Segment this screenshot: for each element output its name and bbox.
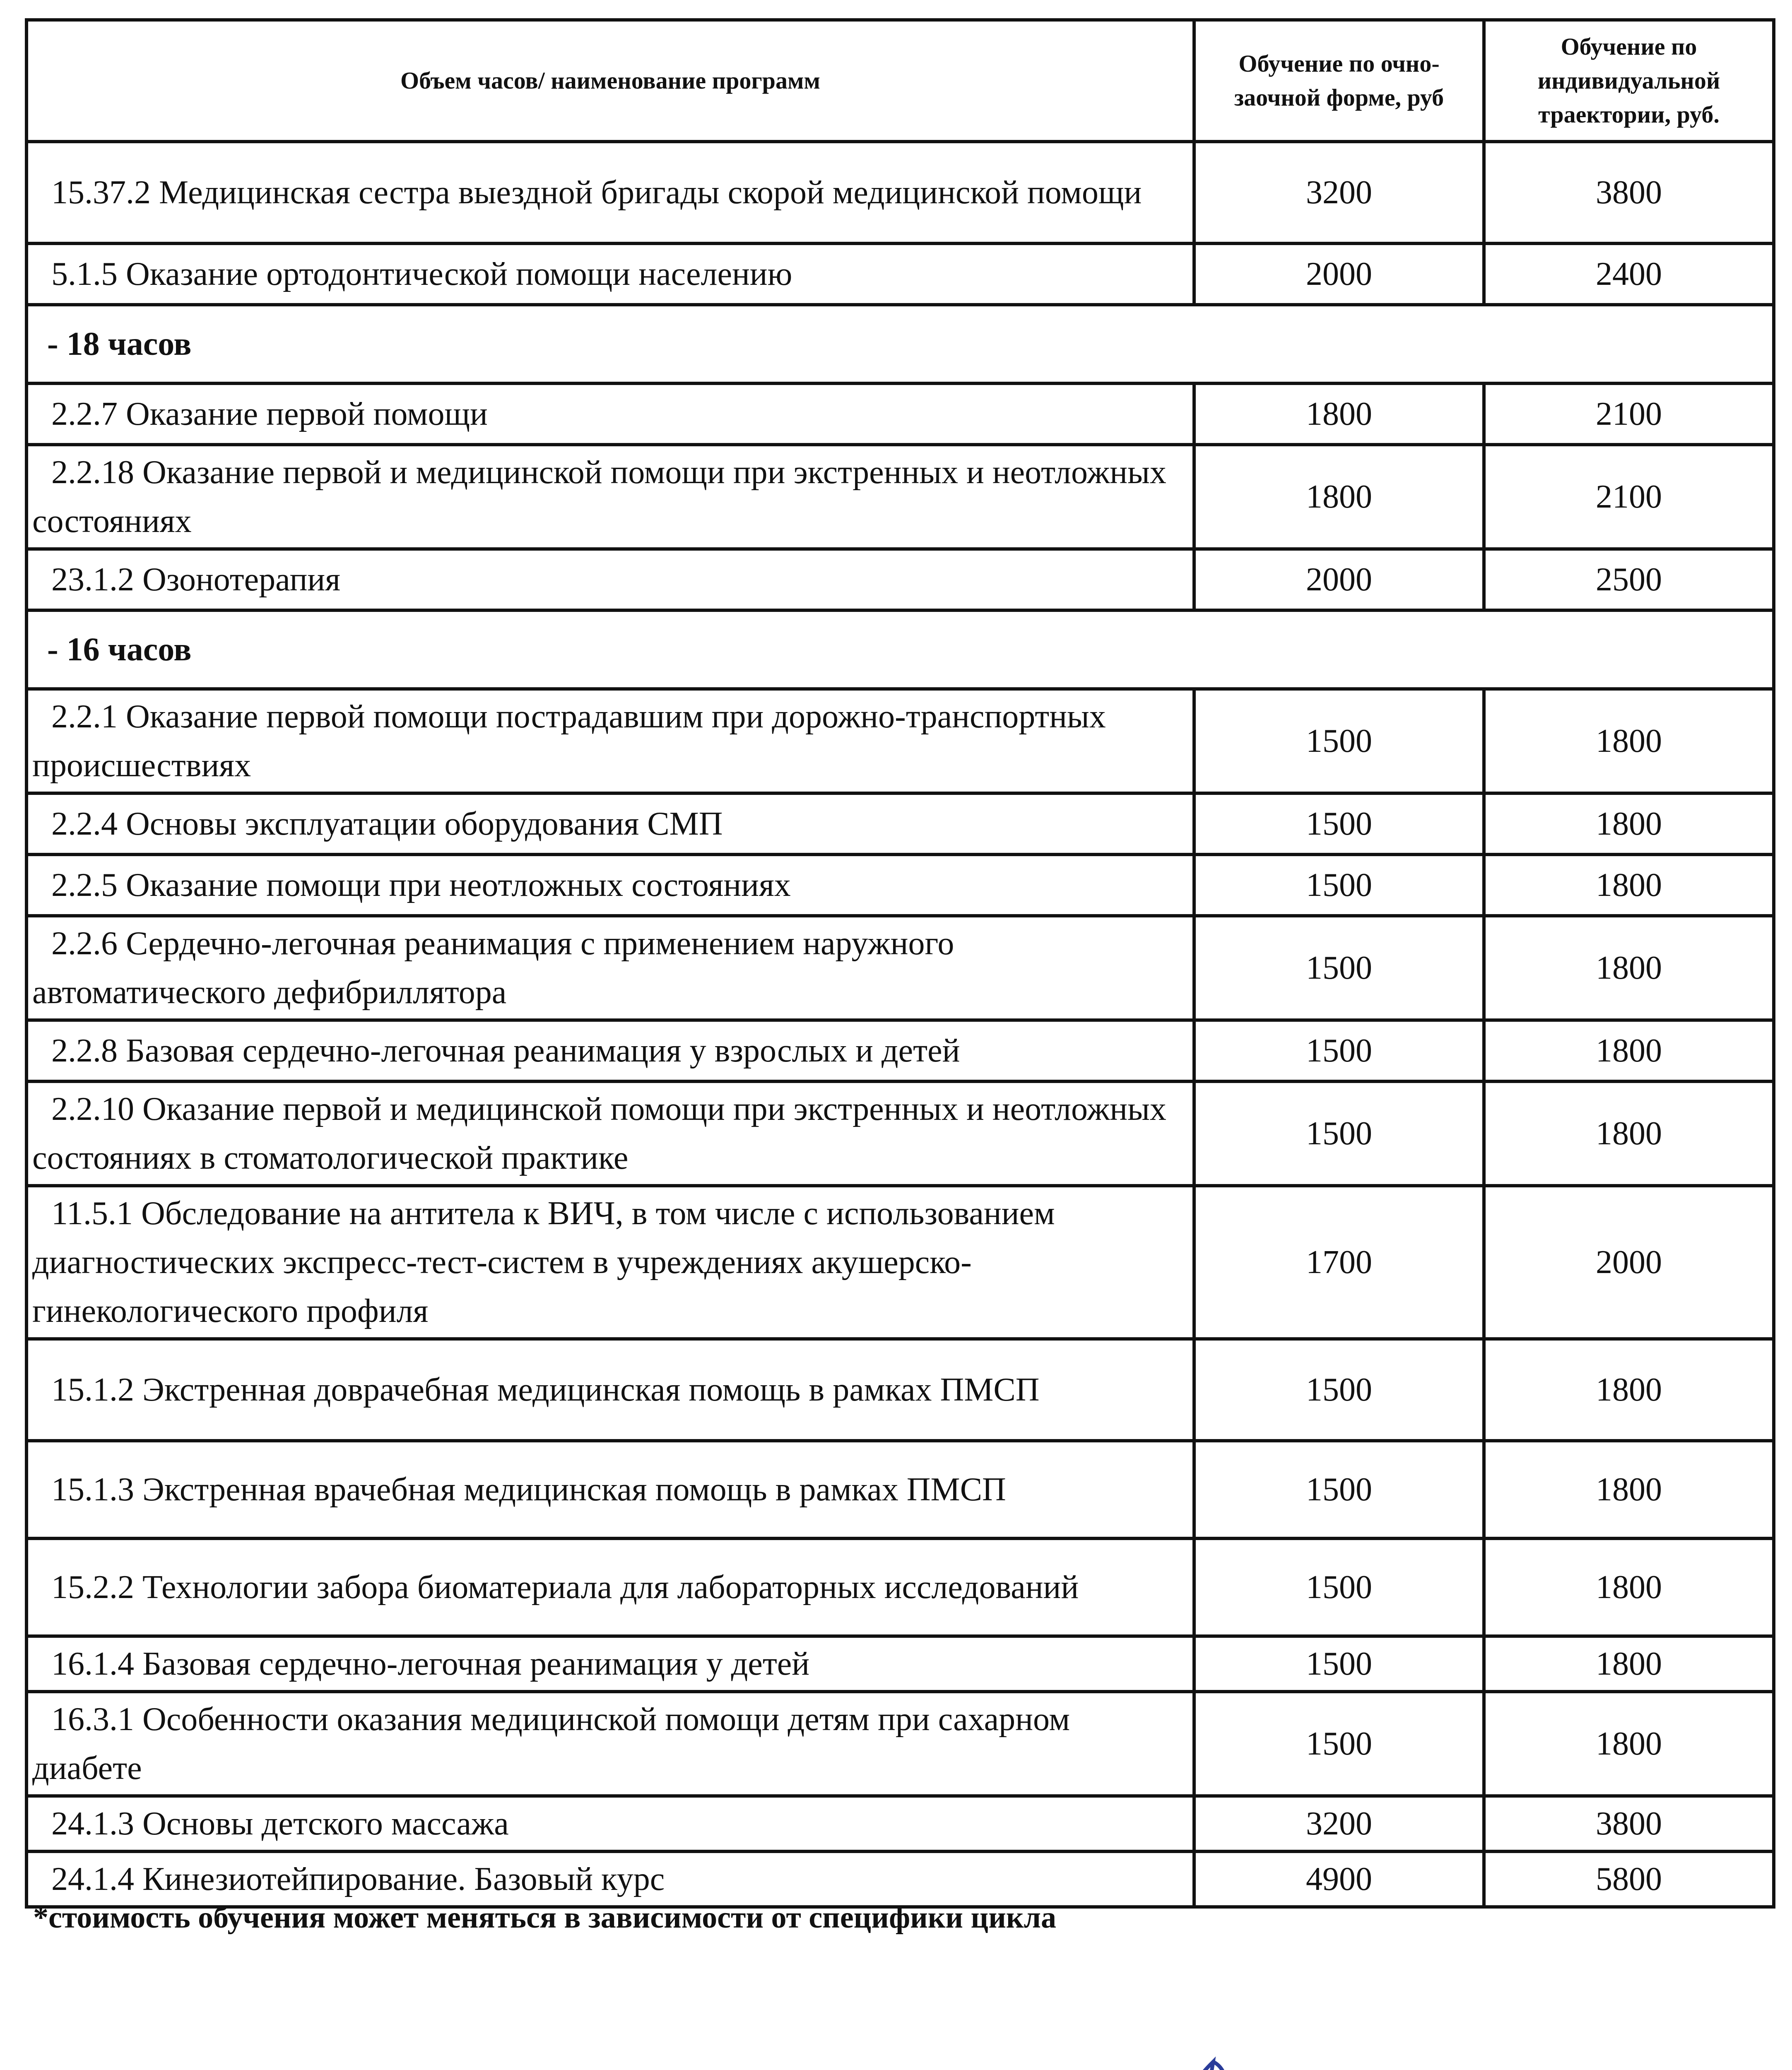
header-fulltime-price: Обучение по очно-заочной форме, руб [1194,20,1484,142]
individual-price: 3800 [1484,142,1774,243]
fulltime-price: 1500 [1194,1020,1484,1081]
individual-price: 2500 [1484,549,1774,610]
handwritten-signature-1 [1168,2045,1300,2070]
fulltime-price: 2000 [1194,549,1484,610]
program-name: 15.37.2 Медицинская сестра выездной бригады скорой медицинской помощи [51,174,1142,211]
fulltime-price: 1500 [1194,689,1484,793]
program-name-cell [26,793,1194,854]
program-name: 2.2.7 Оказание первой помощи [51,396,488,432]
rows-18-hours [26,383,1774,610]
section-title: - 18 часов [26,305,1774,383]
individual-price: 1800 [1484,689,1774,793]
program-name-cell [26,445,1194,549]
fulltime-price: 3200 [1194,1796,1484,1851]
program-name: 2.2.1 Оказание первой помощи пострадавшим при дорожно-транспортных происшествиях [32,698,1106,784]
header-individual-price: Обучение по индивидуальной траектории, руб. [1484,20,1774,142]
table-row [26,1186,1774,1339]
individual-price: 1800 [1484,1020,1774,1081]
fulltime-price: 1500 [1194,916,1484,1020]
individual-price: 1800 [1484,793,1774,854]
individual-price: 1800 [1484,1339,1774,1441]
fulltime-price: 1700 [1194,1186,1484,1339]
program-name-cell [26,1796,1194,1851]
price-table [25,18,1775,1909]
program-name: 15.1.3 Экстренная врачебная медицинская помощь в рамках ПМСП [51,1471,1006,1508]
program-name: 5.1.5 Оказание ортодонтической помощи населению [51,256,792,292]
program-name: 15.1.2 Экстренная доврачебная медицинская помощь в рамках ПМСП [51,1372,1040,1408]
program-name-cell [26,1441,1194,1538]
program-name: 2.2.10 Оказание первой и медицинской помощи при экстренных и неотложных состояниях в стоматологической практике [32,1091,1166,1176]
table-row [26,1441,1774,1538]
table-row [26,1020,1774,1081]
program-name-cell [26,689,1194,793]
table-row [26,793,1774,854]
individual-price: 3800 [1484,1796,1774,1851]
table-header-row [26,20,1774,142]
table-row [26,1796,1774,1851]
individual-price: 1800 [1484,1692,1774,1796]
header-program-name: Объем часов/ наименование программ [26,20,1194,142]
individual-price: 2400 [1484,243,1774,305]
table-row [26,1339,1774,1441]
fulltime-price: 1500 [1194,1692,1484,1796]
section-title: - 16 часов [26,610,1774,689]
program-name: 2.2.5 Оказание помощи при неотложных состояниях [51,867,791,903]
individual-price: 1800 [1484,854,1774,916]
program-name: 16.3.1 Особенности оказания медицинской помощи детям при сахарном диабете [32,1701,1070,1786]
individual-price: 1800 [1484,1538,1774,1636]
individual-price: 1800 [1484,1081,1774,1186]
table-row [26,243,1774,305]
fulltime-price: 1500 [1194,854,1484,916]
fulltime-price: 1500 [1194,1441,1484,1538]
table-row [26,142,1774,243]
fulltime-price: 1500 [1194,1081,1484,1186]
price-footnote: *стоимость обучения может меняться в зависимости от специфики цикла [33,1901,1056,1935]
table-row [26,445,1774,549]
individual-price: 1800 [1484,1441,1774,1538]
section-16-hours [26,610,1774,689]
table-row [26,916,1774,1020]
section-18-hours [26,305,1774,383]
program-name-cell [26,383,1194,445]
program-name-cell [26,1339,1194,1441]
program-name-cell [26,1020,1194,1081]
rows-top [26,142,1774,305]
fulltime-price: 1800 [1194,383,1484,445]
fulltime-price: 1500 [1194,793,1484,854]
individual-price: 2100 [1484,383,1774,445]
program-name: 23.1.2 Озонотерапия [51,561,341,598]
fulltime-price: 1500 [1194,1339,1484,1441]
program-name: 11.5.1 Обследование на антитела к ВИЧ, в том числе с использованием диагностических экспресс-тест-систем в учреждениях акушерско-гинекологического профиля [32,1195,1055,1329]
fulltime-price: 2000 [1194,243,1484,305]
fulltime-price: 1500 [1194,1538,1484,1636]
individual-price: 1800 [1484,1636,1774,1692]
section-row [26,305,1774,383]
table-row [26,689,1774,793]
section-row [26,610,1774,689]
rows-16-hours [26,689,1774,1907]
program-name-cell [26,1538,1194,1636]
program-name-cell [26,854,1194,916]
program-name: 2.2.4 Основы эксплуатации оборудования СМП [51,806,723,842]
program-name-cell [26,1692,1194,1796]
program-name-cell [26,549,1194,610]
program-name-cell [26,1851,1194,1907]
program-name: 2.2.6 Сердечно-легочная реанимация с применением наружного автоматического дефибриллятора [32,925,954,1011]
program-name-cell [26,1186,1194,1339]
program-name: 2.2.18 Оказание первой и медицинской помощи при экстренных и неотложных состояниях [32,454,1166,539]
program-name-cell [26,1081,1194,1186]
table-row [26,1851,1774,1907]
table-row [26,854,1774,916]
program-name-cell [26,916,1194,1020]
program-name-cell [26,142,1194,243]
table-row [26,1538,1774,1636]
program-name: 24.1.4 Кинезиотейпирование. Базовый курс [51,1861,665,1897]
table-row [26,1692,1774,1796]
table-row [26,1636,1774,1692]
table-row [26,383,1774,445]
individual-price: 5800 [1484,1851,1774,1907]
table-row [26,549,1774,610]
fulltime-price: 1500 [1194,1636,1484,1692]
program-name-cell [26,243,1194,305]
fulltime-price: 3200 [1194,142,1484,243]
program-name: 2.2.8 Базовая сердечно-легочная реанимация у взрослых и детей [51,1033,960,1069]
program-name: 15.2.2 Технологии забора биоматериала для лабораторных исследований [51,1569,1079,1605]
individual-price: 1800 [1484,916,1774,1020]
individual-price: 2100 [1484,445,1774,549]
program-name-cell [26,1636,1194,1692]
individual-price: 2000 [1484,1186,1774,1339]
fulltime-price: 4900 [1194,1851,1484,1907]
table-row [26,1081,1774,1186]
fulltime-price: 1800 [1194,445,1484,549]
program-name: 16.1.4 Базовая сердечно-легочная реанимация у детей [51,1646,810,1682]
program-name: 24.1.3 Основы детского массажа [51,1805,509,1842]
